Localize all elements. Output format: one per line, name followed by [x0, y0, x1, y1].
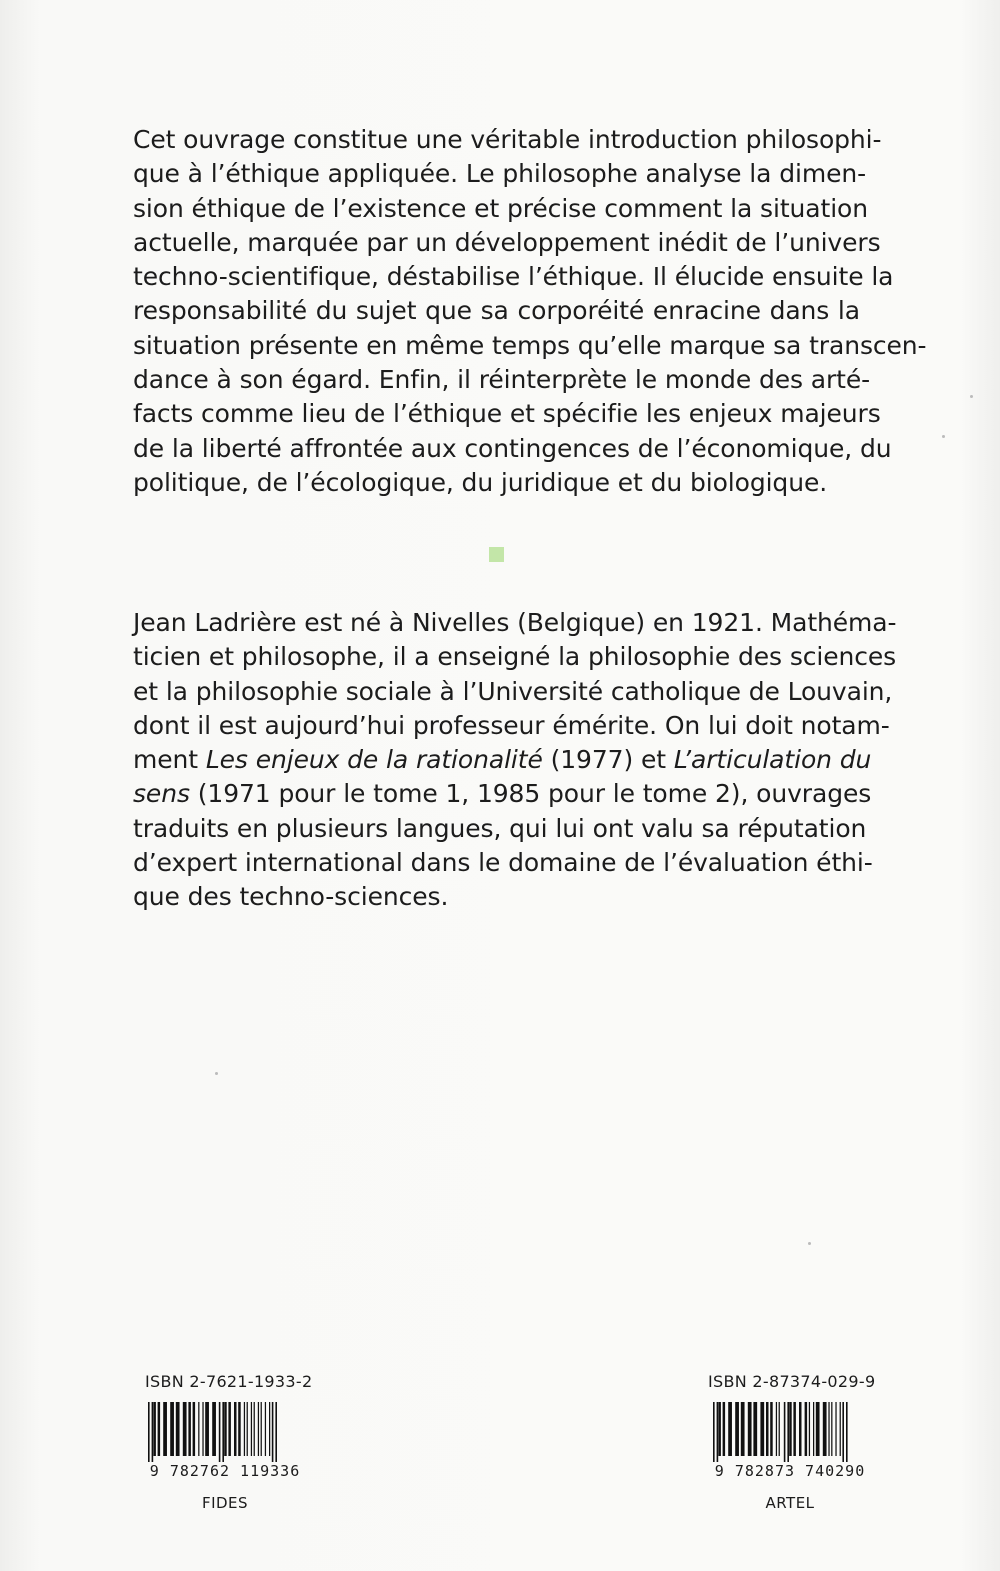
description-line: dance à son égard. Enfin, il réinterprète le monde des arté-: [133, 365, 871, 395]
book-title-articulation-cont: sens: [133, 779, 190, 809]
bio-text: ment: [133, 745, 206, 775]
description-line: politique, de l’écologique, du juridique et du biologique.: [133, 467, 828, 497]
barcode-icon: [140, 1402, 310, 1464]
publisher-name: FIDES: [201, 1494, 249, 1512]
description-line: Cet ouvrage constitue une véritable introduction philosophi-: [133, 125, 882, 154]
book-title-rationalite: Les enjeux de la rationalité: [205, 745, 543, 775]
paper-speck: [215, 1072, 218, 1075]
bio-line: [133, 777, 872, 811]
book-title-articulation: L’articulation du: [673, 745, 872, 775]
isbn-label: ISBN 2-7621-1933-2: [145, 1372, 313, 1391]
section-separator-square: [489, 547, 504, 562]
barcode-icon: [705, 1402, 875, 1464]
barcode-number: 9 782762 119336: [149, 1462, 301, 1480]
bio-line: [133, 743, 872, 777]
description-line: sion éthique de l’existence et précise comment la situation: [133, 193, 868, 223]
description-line: facts comme lieu de l’éthique et spécifie les enjeux majeurs: [133, 399, 881, 429]
description-line: actuelle, marquée par un développement inédit de l’univers: [133, 227, 881, 257]
bio-line: d’expert international dans le domaine de l’évaluation éthi-: [133, 848, 873, 878]
isbn-label: ISBN 2-87374-029-9: [708, 1372, 876, 1391]
paper-speck: [942, 435, 945, 438]
description-line: que à l’éthique appliquée. Le philosophe analyse la dimen-: [133, 159, 867, 189]
description-line: de la liberté affrontée aux contingences de l’économique, du: [133, 433, 892, 463]
bio-line: et la philosophie sociale à l’Université catholique de Louvain,: [133, 676, 893, 706]
bio-text: (1971 pour le tome 1, 1985 pour le tome 2), ouvrages: [189, 779, 872, 809]
book-description: [133, 123, 927, 500]
isbn-block-fides: [135, 1372, 315, 1512]
description-line: responsabilité du sujet que sa corporéité enracine dans la: [133, 296, 860, 326]
description-line: techno-scientifique, déstabilise l’éthique. Il élucide ensuite la: [133, 262, 894, 292]
author-bio: [133, 606, 897, 915]
isbn-block-artel: [700, 1372, 880, 1512]
publisher-name: ARTEL: [765, 1494, 815, 1512]
bio-text: (1977) et: [542, 745, 674, 775]
bio-line: traduits en plusieurs langues, qui lui ont valu sa réputation: [133, 813, 867, 843]
bio-line: Jean Ladrière est né à Nivelles (Belgique) en 1921. Mathéma-: [133, 608, 897, 637]
barcode-number: 9 782873 740290: [714, 1462, 866, 1480]
bio-line: dont il est aujourd’hui professeur émérite. On lui doit notam-: [133, 710, 890, 740]
paper-speck: [808, 1242, 811, 1245]
bio-line: ticien et philosophe, il a enseigné la philosophie des sciences: [133, 642, 897, 672]
paper-speck: [970, 395, 973, 398]
description-line: situation présente en même temps qu’elle marque sa transcen-: [133, 330, 927, 360]
bio-line: que des techno-sciences.: [133, 882, 449, 912]
